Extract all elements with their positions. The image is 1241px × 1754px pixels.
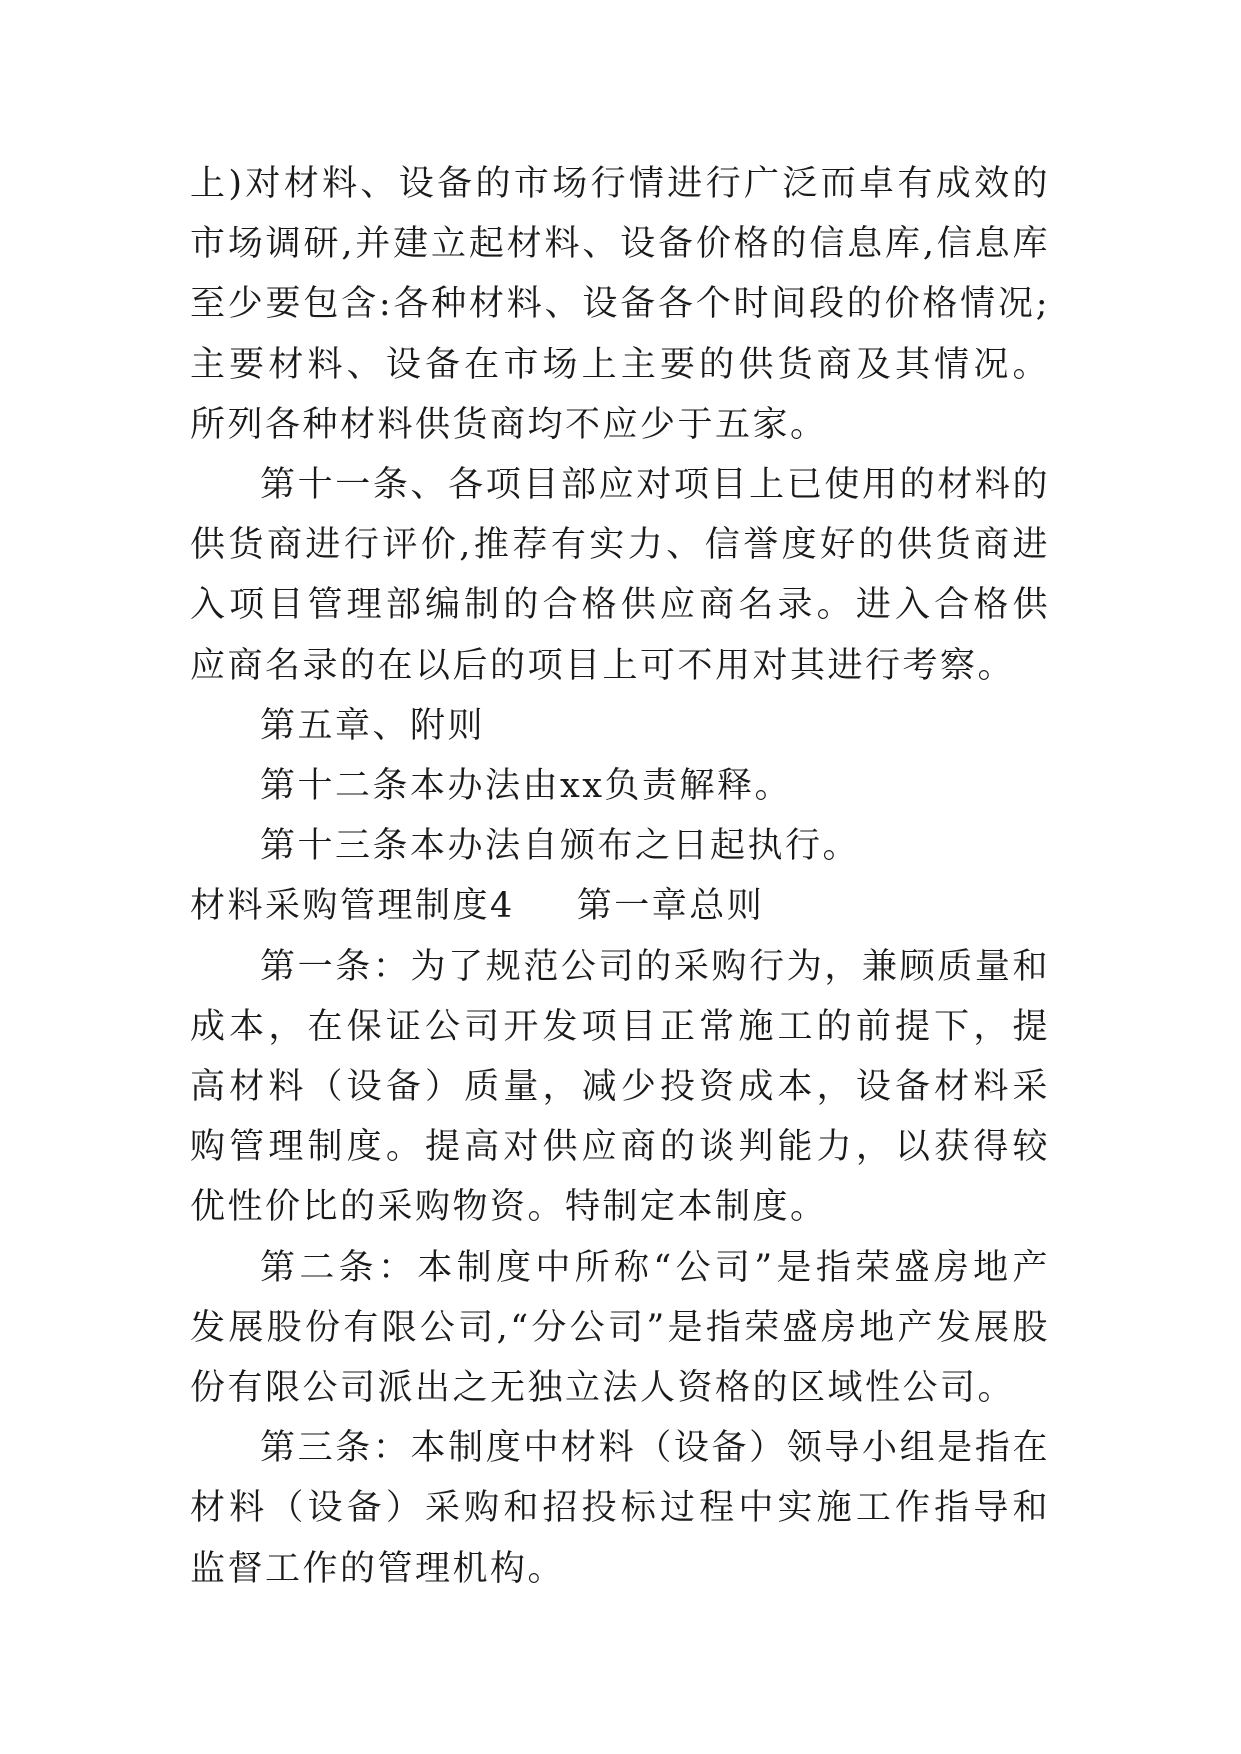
section-title-left: 材料采购管理制度4 (190, 886, 515, 927)
paragraph-article-3: 第三条：本制度中材料（设备）领导小组是指在材料（设备）采购和招投标过程中实施工作指导和监督工作的管理机构。 (190, 1428, 1050, 1589)
paragraph-article-11: 第十一条、各项目部应对项目上已使用的材料的供货商进行评价,推荐有实力、信誉度好的供货商进入项目管理部编制的合格供应商名录。进入合格供应商名录的在以后的项目上可不用对其进行考察。 (190, 465, 1050, 686)
paragraph-article-1: 第一条：为了规范公司的采购行为，兼顾质量和成本，在保证公司开发项目正常施工的前提下，提高材料（设备）质量，减少投资成本，设备材料采购管理制度。提高对供应商的谈判能力，以获得较优性价比的采购物资。特制定本制度。 (190, 946, 1050, 1228)
paragraph-price-database: 上)对材料、设备的市场行情进行广泛而卓有成效的市场调研,并建立起材料、设备价格的信息库,信息库至少要包含:各种材料、设备各个时间段的价格情况;主要材料、设备在市场上主要的供货商及其情况。所列各种材料供货商均不应少于五家。 (190, 164, 1050, 445)
chapter-5-heading: 第五章、附则 (260, 705, 486, 746)
section-title (190, 876, 1050, 936)
section-title-right: 第一章总则 (576, 886, 765, 927)
paragraph-article-13: 第十三条本办法自颁布之日起执行。 (260, 826, 861, 867)
paragraph-article-12: 第十二条本办法由xx负责解释。 (260, 766, 792, 807)
document-body (190, 154, 1050, 1599)
paragraph-article-2: 第二条：本制度中所称“公司”是指荣盛房地产发展股份有限公司,“分公司”是指荣盛房地产发展股份有限公司派出之无独立法人资格的区域性公司。 (190, 1247, 1050, 1409)
